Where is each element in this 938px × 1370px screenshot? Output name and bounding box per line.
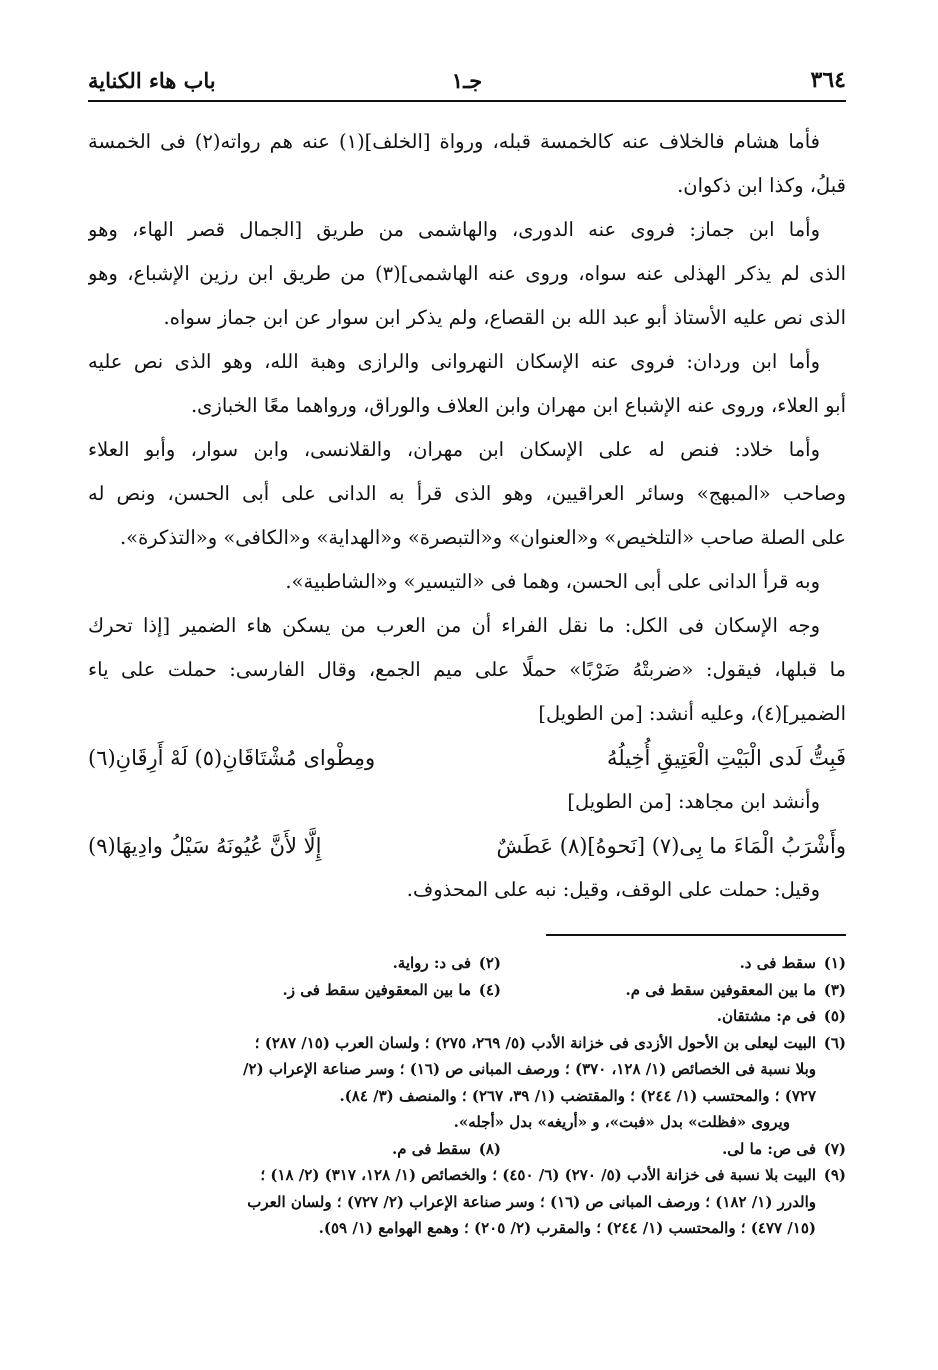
footnote-text: ٧٢٧) ؛ والمحتسب (١/ ٢٤٤) ؛ والمقتضب (١/ ٣٩، ٢٦٧) ؛ والمنصف (٣/ ٨٤). bbox=[339, 1086, 816, 1105]
running-header bbox=[88, 60, 846, 102]
footnote-number: (٨) bbox=[478, 1139, 501, 1158]
footnote-text: فى ص: ما لى. bbox=[722, 1139, 816, 1158]
footnote-4 bbox=[156, 977, 501, 1004]
footnote-7 bbox=[501, 1136, 846, 1163]
footnote-text: وبلا نسبة فى الخصائص (١/ ١٢٨، ٣٧٠) ؛ ورصف المبانى ص (١٦) ؛ وسر صناعة الإعراب (٢/ bbox=[243, 1060, 816, 1078]
footnote-text: سقط فى د. bbox=[739, 954, 816, 972]
footnotes bbox=[88, 950, 846, 1242]
verse-1-first-hemistich: فَبِتُّ لَدى الْبَيْتِ الْعَتِيقِ أُخِيلُهُ bbox=[607, 746, 846, 770]
verse-line-2 bbox=[88, 824, 846, 868]
footnote-number: (٩) bbox=[823, 1166, 846, 1184]
footnote-8 bbox=[156, 1136, 501, 1163]
footnote-3 bbox=[501, 977, 846, 1004]
footnote-number: (٣) bbox=[823, 980, 846, 999]
footnote-text: سقط فى م. bbox=[391, 1139, 471, 1158]
footnote-6-continued bbox=[88, 1056, 846, 1083]
citation-line: وأنشد ابن مجاهد: [من الطويل] bbox=[567, 790, 820, 813]
text-line: وبه قرأ الدانى على أبى الحسن، وهما فى «التيسير» و«الشاطبية». bbox=[285, 570, 820, 593]
main-text bbox=[88, 120, 846, 912]
footnote-number: (١) bbox=[823, 954, 846, 972]
footnote-text: (١٥/ ٤٧٧) ؛ والمحتسب (١/ ٢٤٤) ؛ والمقرب (٢/ ٢٠٥) ؛ وهمع الهوامع (١/ ٥٩). bbox=[318, 1219, 816, 1237]
footnote-6-continued bbox=[88, 1083, 846, 1110]
footnote-text: البيت ليعلى بن الأحول الأزدى فى خزانة الأدب (٥/ ٢٦٩، ٢٧٥) ؛ ولسان العرب (١٥/ ٢٨٧) ؛ bbox=[254, 1033, 816, 1052]
footnote-6 bbox=[88, 1030, 846, 1057]
text-line: وأما ابن وردان: فروى عنه الإسكان النهروانى والرازى وهبة الله، وهو الذى نص عليه bbox=[88, 350, 820, 373]
footnote-9 bbox=[88, 1162, 846, 1189]
text-line: الذى نص عليه الأستاذ أبو عبد الله بن القصاع، ولم يذكر ابن سوار عن ابن جماز سواه. bbox=[163, 306, 846, 329]
footnote-5 bbox=[88, 1003, 846, 1030]
footnote-9-continued bbox=[88, 1215, 846, 1242]
page-number: ٣٦٤ bbox=[810, 67, 846, 93]
closing-line: وقيل: حملت على الوقف، وقيل: نبه على المحذوف. bbox=[406, 878, 820, 901]
verse-1-second-hemistich: ومِطْواى مُشْتَاقَانِ(٥) لَهْ أَرِقَانِ(٦) bbox=[88, 746, 376, 770]
footnote-number: (٥) bbox=[823, 1007, 846, 1025]
body-paragraphs bbox=[88, 120, 846, 736]
text-line: وصاحب «المبهج» وسائر العراقيين، وهو الذى قرأ به الدانى على أبى الحسن، ونص له bbox=[88, 482, 846, 505]
text-line: فأما هشام فالخلاف عنه كالخمسة قبله، ورواة [الخلف](١) عنه هم رواته(٢) فى الخمسة bbox=[88, 130, 820, 153]
text-line: قبلُ، وكذا ابن ذكوان. bbox=[677, 174, 846, 197]
text-line: الذى لم يذكر الهذلى عنه سواه، وروى عنه الهاشمى](٣) من طريق ابن رزين الإشباع، وهو bbox=[88, 262, 846, 285]
text-line: وأما ابن جماز: فروى عنه الدورى، والهاشمى من طريق [الجمال قصر الهاء، وهو bbox=[88, 218, 820, 241]
footnote-9-continued bbox=[88, 1189, 846, 1216]
footnote-number: (٦) bbox=[823, 1033, 846, 1052]
verse-2-first-hemistich: وأَشْرَبُ الْمَاءَ ما بِى(٧) [نَحوهُ](٨) عَطَشٌ bbox=[496, 834, 846, 858]
footnote-separator bbox=[546, 934, 846, 936]
chapter-title: باب هاء الكناية bbox=[88, 67, 216, 93]
footnote-row bbox=[88, 977, 846, 1004]
footnote-1 bbox=[501, 950, 846, 977]
footnote-text: فى م: مشتقان. bbox=[716, 1007, 816, 1025]
verse-line-1 bbox=[88, 736, 846, 780]
footnote-text: والدرر (١/ ١٨٢) ؛ ورصف المبانى ص (١٦) ؛ وسر صناعة الإعراب (٢/ ٧٢٧) ؛ ولسان العرب bbox=[247, 1192, 816, 1211]
footnote-text: فى د: رواية. bbox=[392, 954, 471, 972]
verse-2-second-hemistich: إِلَّا لأَنَّ عُيُونَهُ سَيْلُ وادِيهَا(٩) bbox=[88, 834, 322, 858]
footnote-text: ويروى «فظلت» بدل «فبت»، و «أريغه» بدل «أجله». bbox=[453, 1113, 790, 1131]
footnote-text: البيت بلا نسبة فى خزانة الأدب (٥/ ٢٧٠) (٦/ ٤٥٠) ؛ والخصائص (١/ ١٢٨، ٣١٧) (٢/ ١٨) ؛ bbox=[260, 1166, 816, 1184]
text-line: وجه الإسكان فى الكل: ما نقل الفراء أن من العرب من يسكن هاء الضمير [إذا تحرك bbox=[88, 614, 820, 637]
text-line: الضمير](٤)، وعليه أنشد: [من الطويل] bbox=[538, 702, 846, 725]
footnote-number: (٤) bbox=[478, 980, 501, 999]
text-line: على الصلة صاحب «التلخيص» و«العنوان» و«التبصرة» و«الهداية» و«الكافى» و«التذكرة». bbox=[119, 526, 846, 549]
text-line: ما قبلها، فيقول: «ضربتْهُ ضَرْبًا» حملًا على ميم الجمع، وقال الفارسى: حملت على ياء bbox=[88, 658, 846, 681]
volume-label: جـ١ bbox=[451, 67, 483, 93]
footnote-row bbox=[88, 1136, 846, 1163]
footnote-6-variant bbox=[88, 1109, 846, 1136]
footnote-2 bbox=[156, 950, 501, 977]
footnote-row bbox=[88, 950, 846, 977]
text-line: وأما خلاد: فنص له على الإسكان ابن مهران، والقلانسى، وابن سوار، وأبو العلاء bbox=[88, 438, 820, 461]
footnote-text: ما بين المعقوفين سقط فى ز. bbox=[282, 980, 471, 999]
footnote-number: (٧) bbox=[823, 1139, 846, 1158]
footnote-text: ما بين المعقوفين سقط فى م. bbox=[625, 980, 816, 999]
text-line: أبو العلاء، وروى عنه الإشباع ابن مهران وابن العلاف والوراق، ورواهما معًا الخبازى. bbox=[190, 394, 846, 417]
footnote-number: (٢) bbox=[478, 954, 501, 972]
